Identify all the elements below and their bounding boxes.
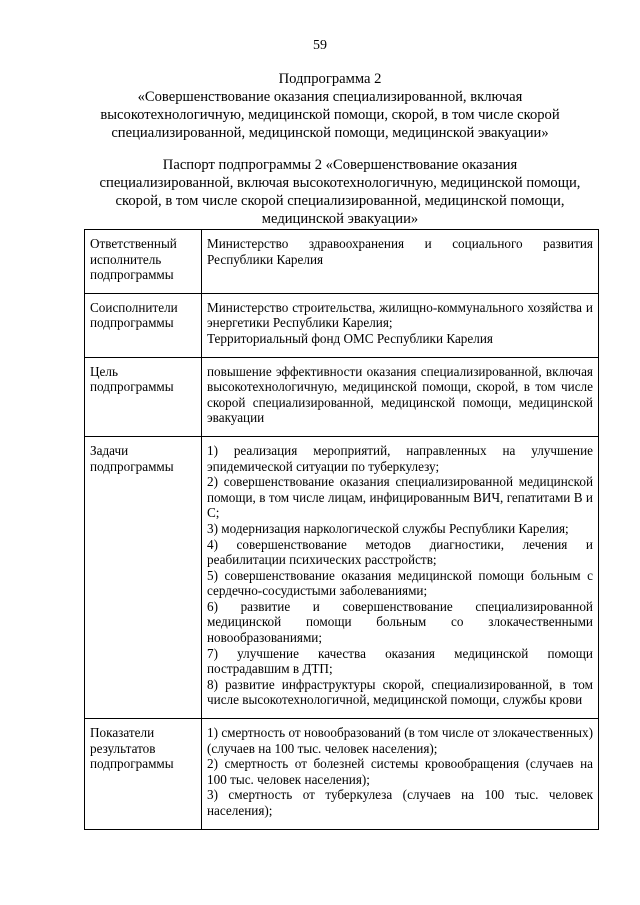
row-label-responsible-executor: Ответственный исполнитель подпрограммы bbox=[85, 230, 202, 294]
table-row bbox=[85, 719, 599, 830]
task-item: 8) развитие инфраструктуры скорой, специализированной, в том числе высокотехнологичной, медицинской помощи, службы крови bbox=[207, 676, 593, 708]
passport-heading bbox=[80, 156, 600, 228]
subprogram-title: Подпрограмма 2 bbox=[278, 71, 382, 87]
task-item: 4) совершенствование методов диагностики, лечения и реабилитации психических расстройств; bbox=[207, 536, 593, 568]
value-entry: повышение эффективности оказания специализированной, включая высокотехнологичную, медицинской помощи, скорой, в том числе скорой специализированной, медицинской помощи, медицинской эвакуации bbox=[207, 363, 593, 426]
task-item: 3) модернизация наркологической службы Республики Карелия; bbox=[207, 520, 569, 536]
row-value-indicators bbox=[202, 719, 599, 830]
indicator-item: 1) смертность от новообразований (в том числе от злокачественных) (случаев на 100 тыс. человек населения); bbox=[207, 725, 593, 756]
value-entry: Территориальный фонд ОМС Республики Карелия bbox=[207, 330, 493, 346]
task-item: 2) совершенствование оказания специализированной медицинской помощи, в том числе лицам, инфицированным ВИЧ, гепатитами B и C; bbox=[207, 474, 593, 521]
value-entry: Министерство здравоохранения и социального развития Республики Карелия bbox=[207, 236, 593, 267]
subprogram-heading bbox=[80, 70, 580, 142]
passport-heading-line: специализированной, включая высокотехнологичную, медицинской помощи, bbox=[99, 175, 581, 191]
value-entry: Министерство строительства, жилищно-коммунального хозяйства и энергетики Республики Карелия; bbox=[207, 299, 593, 331]
table-row bbox=[85, 230, 599, 294]
passport-heading-line: скорой, в том числе скорой специализированной, медицинской помощи, bbox=[115, 193, 565, 209]
page-number: 59 bbox=[313, 38, 327, 53]
row-value-responsible-executor bbox=[202, 230, 599, 294]
task-item: 1) реализация мероприятий, направленных на улучшение эпидемической ситуации по туберкулезу; bbox=[207, 442, 593, 474]
passport-heading-line: медицинской эвакуации» bbox=[261, 211, 419, 227]
row-value-goal bbox=[202, 357, 599, 436]
row-label-goal: Цель подпрограммы bbox=[85, 357, 202, 436]
table-row bbox=[85, 293, 599, 357]
subprogram-name-line: специализированной, медицинской помощи, медицинской эвакуации» bbox=[111, 125, 549, 141]
passport-table bbox=[84, 229, 599, 830]
task-item: 5) совершенствование оказания медицинской помощи больным с сердечно-сосудистыми заболеваниями; bbox=[207, 567, 593, 599]
table-row bbox=[85, 357, 599, 436]
task-item: 7) улучшение качества оказания медицинской помощи пострадавшим в ДТП; bbox=[207, 645, 593, 677]
row-label-co-executors: Соисполнители подпрограммы bbox=[85, 293, 202, 357]
indicator-item: 3) смертность от туберкулеза (случаев на 100 тыс. человек населения); bbox=[207, 787, 593, 818]
row-value-co-executors bbox=[202, 293, 599, 357]
task-item: 6) развитие и совершенствование специализированной медицинской помощи больным со злокачественными новообразованиями; bbox=[207, 598, 593, 646]
row-value-tasks bbox=[202, 436, 599, 718]
row-label-indicators: Показатели результатов подпрограммы bbox=[85, 719, 202, 830]
subprogram-name-line: высокотехнологичную, медицинской помощи, скорой, в том числе скорой bbox=[100, 107, 560, 123]
passport-heading-line: Паспорт подпрограммы 2 «Совершенствование оказания bbox=[162, 157, 518, 173]
subprogram-name-line: «Совершенствование оказания специализированной, включая bbox=[137, 89, 523, 105]
indicator-item: 2) смертность от болезней системы кровообращения (случаев на 100 тыс. человек населения); bbox=[207, 756, 593, 787]
table-row bbox=[85, 436, 599, 718]
row-label-tasks: Задачи подпрограммы bbox=[85, 436, 202, 718]
